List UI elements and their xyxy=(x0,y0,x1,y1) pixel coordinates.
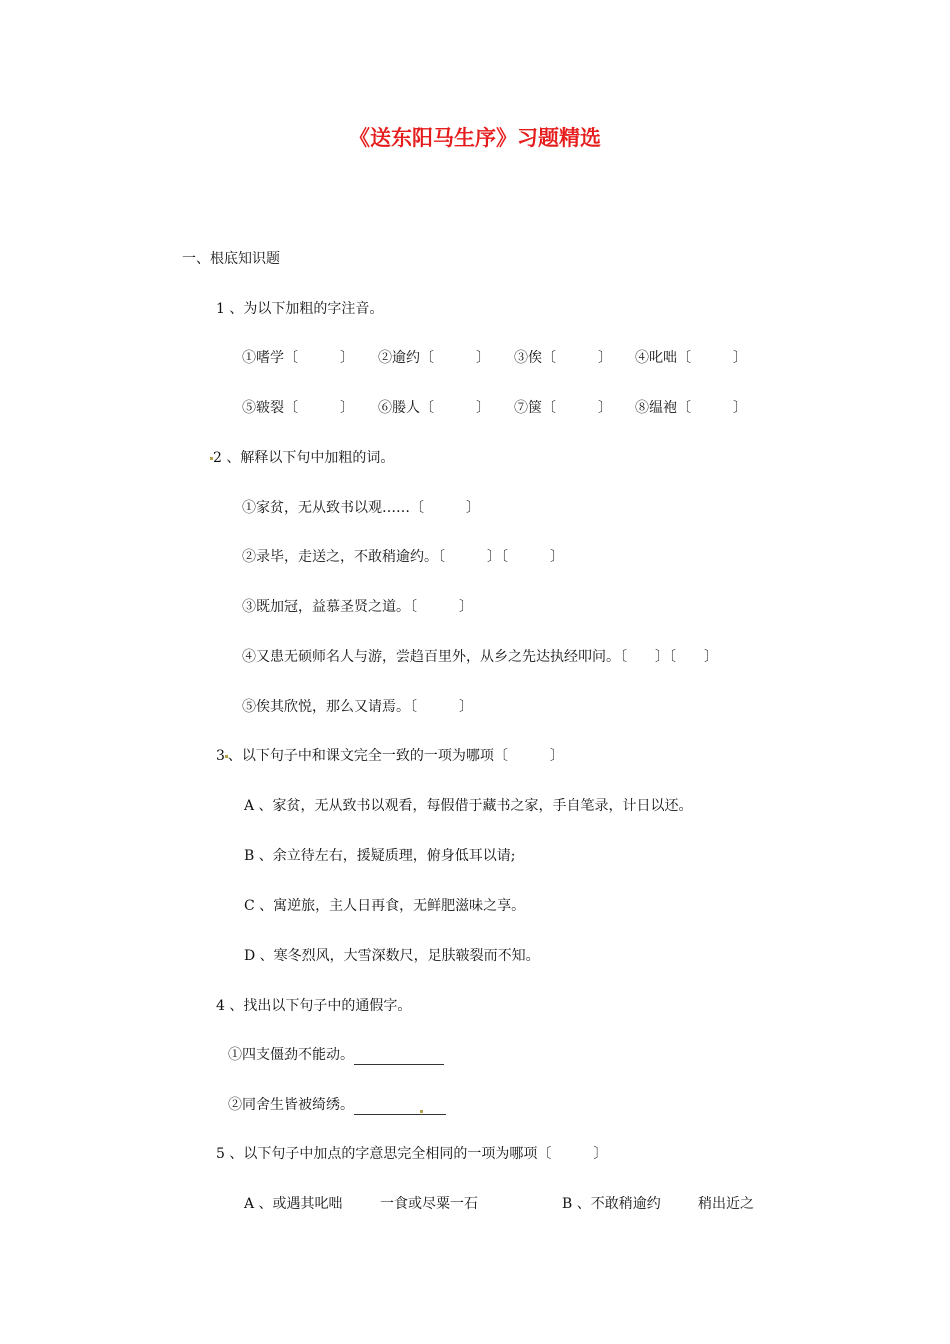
question-2-stem xyxy=(210,448,394,468)
section-heading: 一、根底知识题 xyxy=(182,251,280,267)
question-2-item: ④又患无硕师名人与游，尝趋百里外，从乡之先达执经叩问。〔 〕〔 〕 xyxy=(242,649,718,665)
question-4-sentence: ①四支僵劲不能动。 xyxy=(228,1047,354,1063)
question-3-text: 、以下句子中和课文完全一致的一项为哪项〔 〕 xyxy=(227,748,564,764)
question-2-item: ②录毕，走送之，不敢稍逾约。〔 〕〔 〕 xyxy=(242,549,564,565)
question-4-sentence: ②同舍生皆被绮绣。 xyxy=(228,1097,354,1113)
question-2-item: ①家贫，无从致书以观……〔 〕 xyxy=(242,500,480,516)
question-3-option: C 、寓逆旅，主人日再食，无鲜肥滋味之享。 xyxy=(244,898,526,914)
pinyin-item: ③俟〔 〕 xyxy=(514,350,612,366)
pinyin-item: ④叱咄〔 〕 xyxy=(635,350,747,366)
question-1-stem: 1 、为以下加粗的字注音。 xyxy=(216,301,384,317)
question-5-option-a-first: A 、或遇其叱咄 xyxy=(244,1196,343,1212)
question-3-number: 3 xyxy=(216,748,225,764)
question-4-stem: 4 、找出以下句子中的通假字。 xyxy=(216,998,412,1014)
question-3-stem xyxy=(216,746,564,766)
pinyin-item: ⑦箧〔 〕 xyxy=(514,400,612,416)
question-5-option-b-second: 稍出近之 xyxy=(698,1196,754,1212)
pinyin-item: ②逾约〔 〕 xyxy=(378,350,490,366)
pinyin-item: ⑥媵人〔 〕 xyxy=(378,400,490,416)
page-title: 《送东阳马生序》习题精选 xyxy=(349,126,601,150)
question-3-option: A 、家贫，无从致书以观看，每假借于藏书之家，手自笔录，计日以还。 xyxy=(244,798,693,814)
question-5-stem: 5 、以下句子中加点的字意思完全相同的一项为哪项〔 〕 xyxy=(216,1146,608,1162)
question-3-option: B 、余立待左右，援疑质理，俯身低耳以请; xyxy=(244,848,516,864)
answer-blank xyxy=(354,1050,444,1065)
pinyin-item: ①嗜学〔 〕 xyxy=(242,350,354,366)
question-2-text: 2 、解释以下句中加粗的词。 xyxy=(213,450,395,466)
mark-dot xyxy=(420,1110,423,1113)
pinyin-item: ⑧缊袍〔 〕 xyxy=(635,400,747,416)
question-4-item xyxy=(228,1095,446,1115)
question-5-option-b-first: B 、不敢稍逾约 xyxy=(562,1196,661,1212)
question-5-option-a-second: 一食或尽粟一石 xyxy=(380,1196,478,1212)
answer-blank xyxy=(354,1100,446,1115)
question-2-item: ⑤俟其欣悦，那么又请焉。〔 〕 xyxy=(242,699,473,715)
question-2-item: ③既加冠，益慕圣贤之道。〔 〕 xyxy=(242,599,473,615)
question-3-option: D 、寒冬烈风，大雪深数尺，足肤皲裂而不知。 xyxy=(244,948,540,964)
question-4-item xyxy=(228,1045,444,1065)
pinyin-item: ⑤皲裂〔 〕 xyxy=(242,400,354,416)
